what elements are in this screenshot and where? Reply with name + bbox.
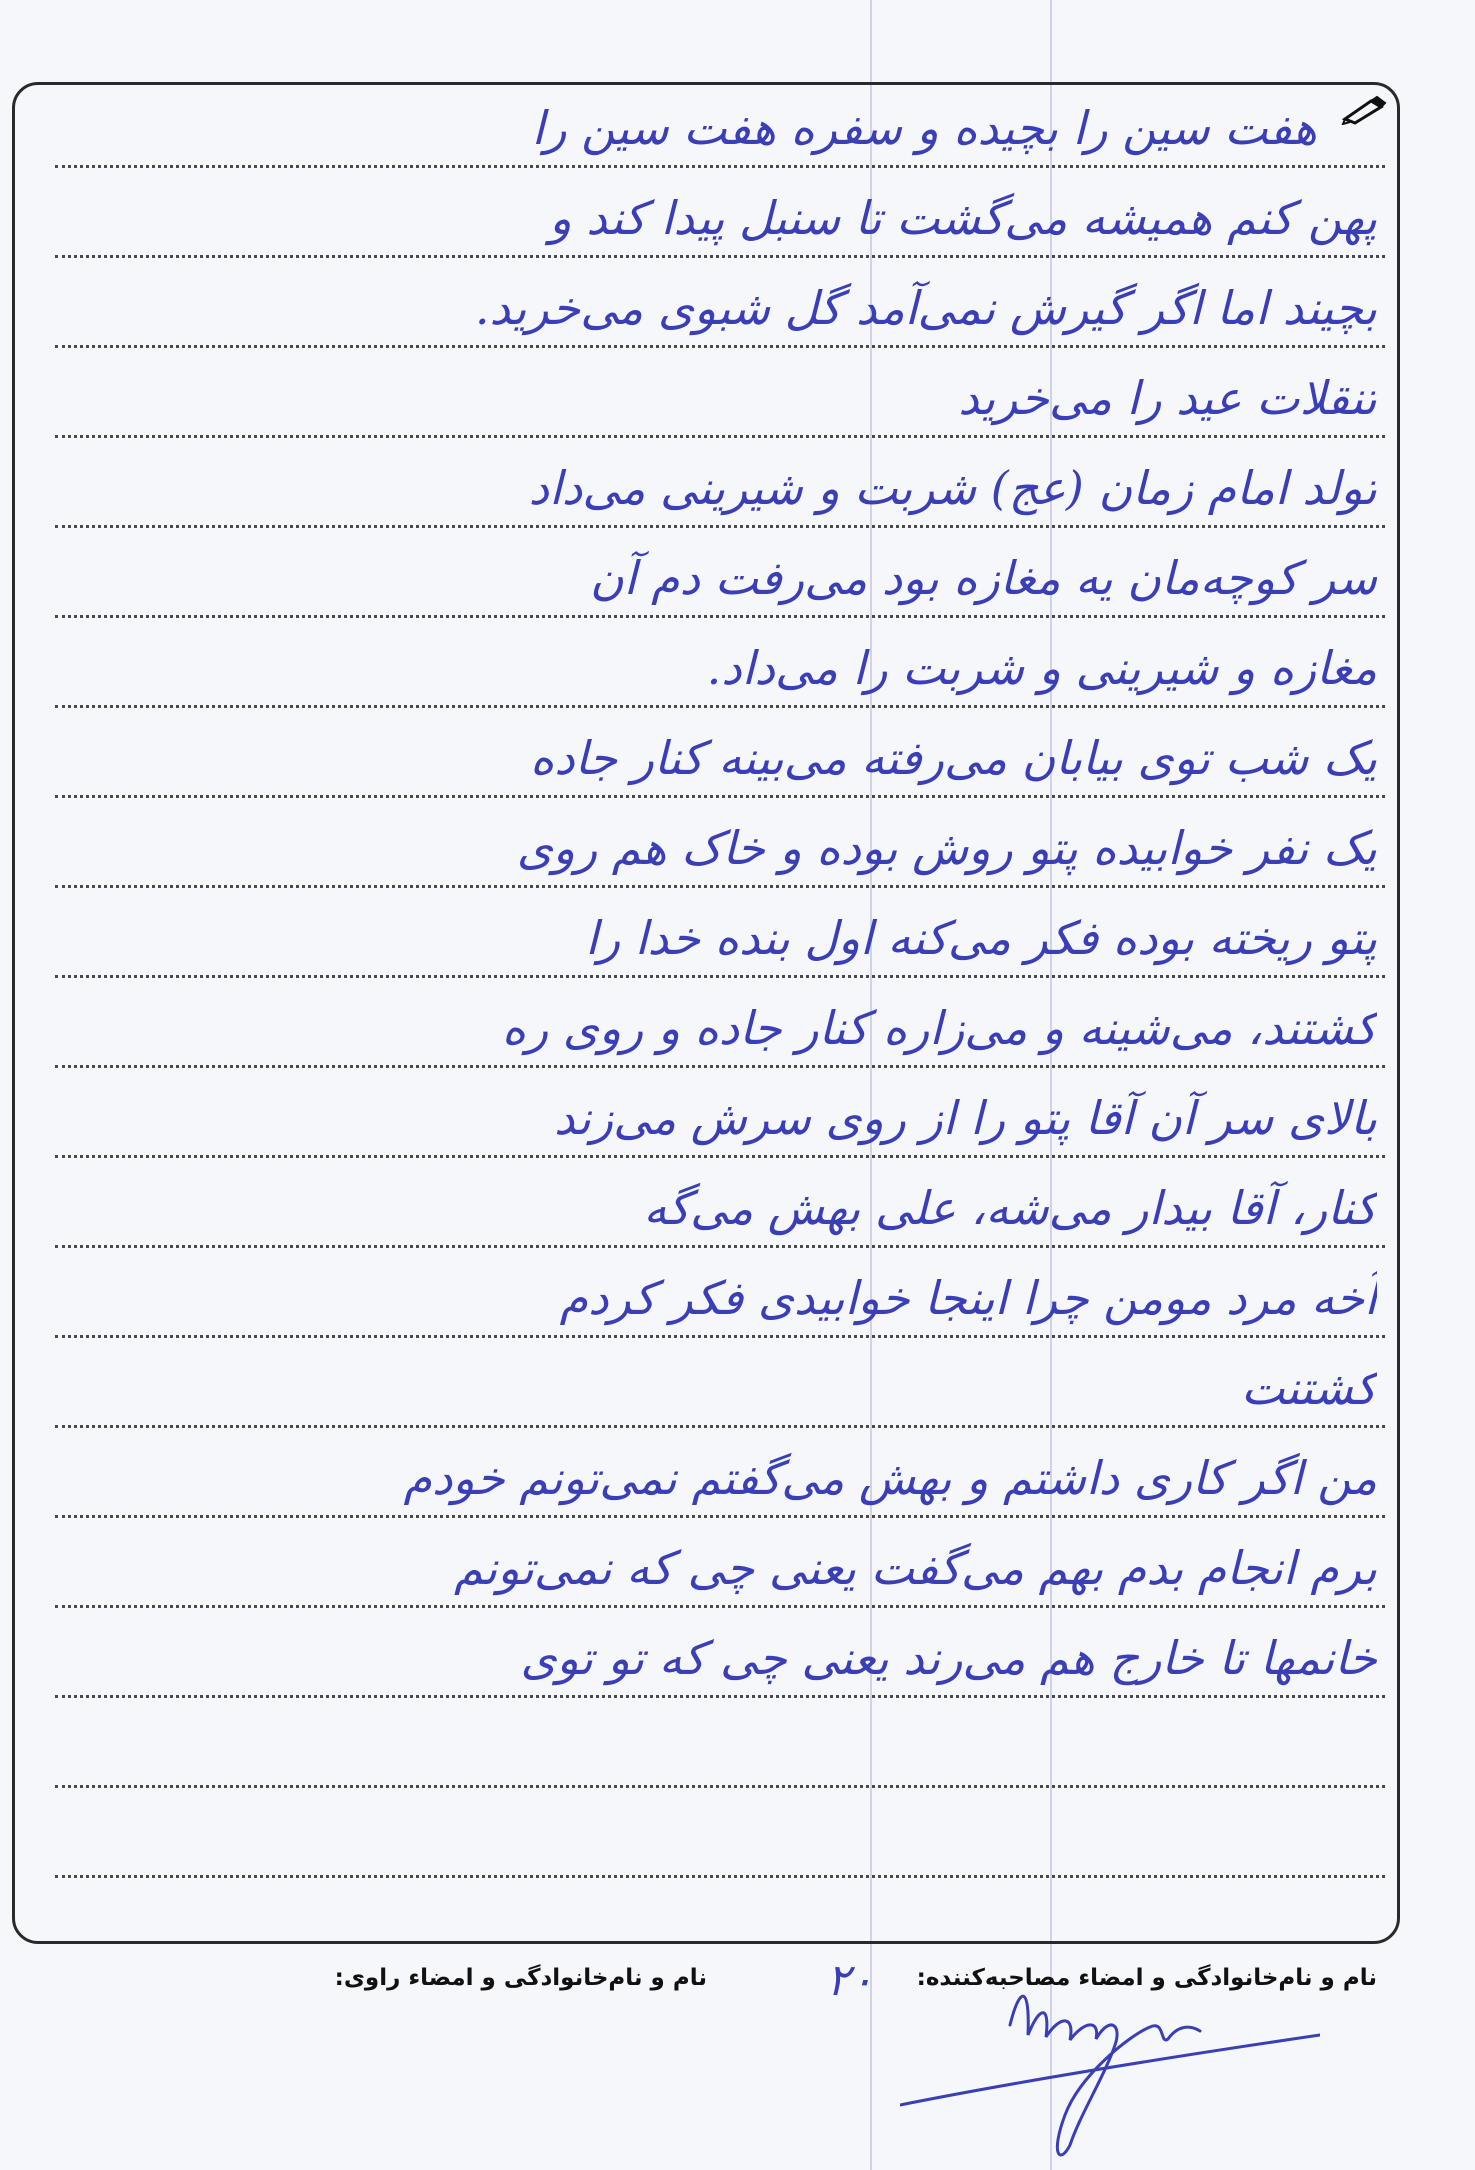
handwritten-line: کشتنت bbox=[1241, 1361, 1377, 1415]
ruled-line bbox=[55, 1785, 1385, 1788]
handwritten-line: بچیند اما اگر گیرش نمی‌آمد گل شبوی می‌خرید. bbox=[474, 281, 1377, 335]
handwritten-line: یک نفر خوابیده پتو روش بوده و خاک هم روی bbox=[516, 821, 1377, 875]
handwritten-line: یک شب توی بیابان می‌رفته می‌بینه کنار جاده bbox=[530, 731, 1377, 785]
interviewer-signature-label: نام و نام‌خانوادگی و امضاء مصاحبه‌کننده: bbox=[916, 1965, 1377, 1991]
handwritten-line: بالای سر آن آقا پتو را از روی سرش می‌زند bbox=[553, 1091, 1377, 1145]
handwritten-signature bbox=[900, 1965, 1320, 2169]
handwritten-line: برم انجام بدم بهم می‌گفت یعنی چی که نمی‌تونم bbox=[453, 1541, 1377, 1595]
handwritten-line: سر کوچه‌مان یه مغازه بود می‌رفت دم آن bbox=[589, 551, 1377, 605]
pen-writing-icon bbox=[1341, 93, 1389, 129]
handwritten-line: آخه مرد مومن چرا اینجا خوابیدی فکر کردم bbox=[559, 1271, 1377, 1325]
handwritten-line: مغازه و شیرینی و شربت را می‌داد. bbox=[706, 641, 1377, 695]
handwritten-line: خانمها تا خارج هم می‌رند یعنی چی که تو توی bbox=[520, 1631, 1377, 1685]
page-number: ۲۰ bbox=[826, 1955, 874, 2006]
handwritten-line: کنار، آقا بیدار می‌شه، علی بهش می‌گه bbox=[643, 1181, 1377, 1235]
handwritten-line: تولد امام زمان (عج) شربت و شیرینی می‌داد bbox=[528, 461, 1377, 515]
narrator-signature-label: نام و نام‌خانوادگی و امضاء راوی: bbox=[334, 1965, 707, 1991]
handwritten-line: پتو ریخته بوده فکر می‌کنه اول بنده خدا را bbox=[585, 911, 1377, 965]
ruled-line bbox=[55, 1875, 1385, 1878]
handwritten-line: پهن کنم همیشه می‌گشت تا سنبل پیدا کند و bbox=[549, 191, 1377, 245]
handwritten-line: من اگر کاری داشتم و بهش می‌گفتم نمی‌تونم خودم bbox=[403, 1451, 1377, 1505]
handwritten-line: تنقلات عید را می‌خرید bbox=[958, 371, 1377, 425]
handwritten-line: هفت سین را بچیده و سفره هفت سین را bbox=[531, 101, 1317, 155]
handwritten-line: کشتند، می‌شینه و می‌زاره کنار جاده و روی ره bbox=[501, 1001, 1377, 1055]
